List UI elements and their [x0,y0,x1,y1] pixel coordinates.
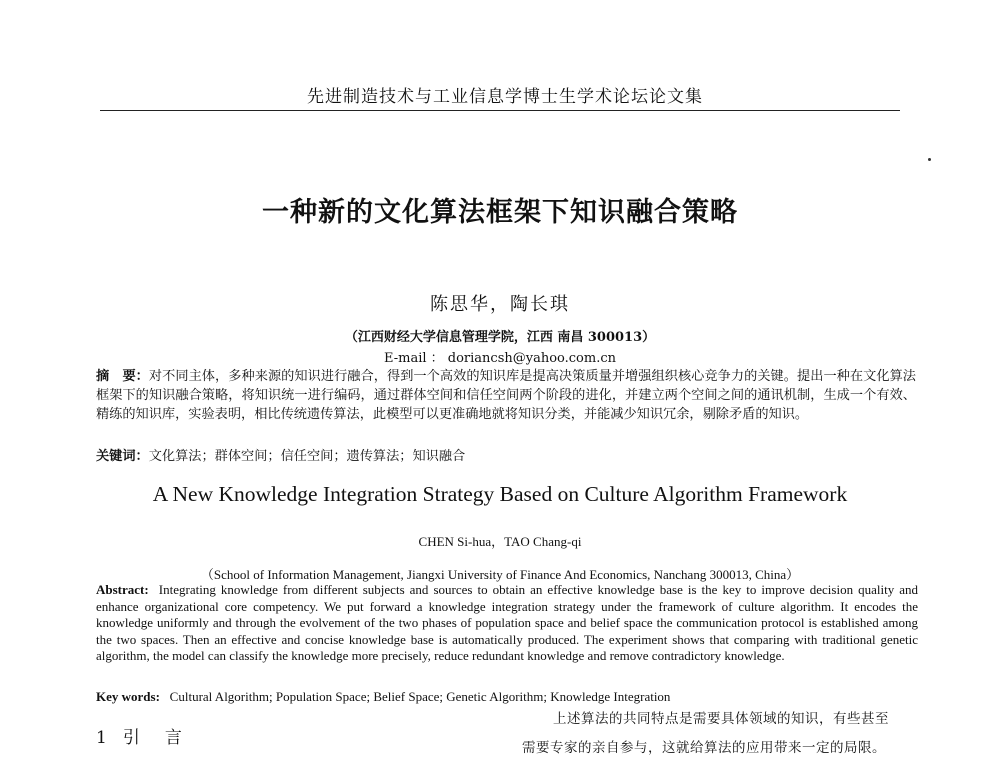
abstract-cn-label: 摘 要： [96,369,149,384]
scan-speck [928,158,931,161]
body-text-line: 上述算法的共同特点是需要具体领域的知识，有些甚至 [553,711,889,727]
section-title: 引 言 [122,728,186,748]
body-text-line: 需要专家的亲自参与，这就给算法的应用带来一定的局限。 [522,740,886,756]
abstract-cn [96,367,916,424]
keywords-cn [96,445,916,464]
section-number: 1 [96,728,111,748]
keywords-en [96,689,918,705]
authors-cn: 陈思华，陶长琪 [430,294,570,315]
section-heading-intro [96,723,186,748]
abstract-en [96,582,918,665]
affiliation-en: （School of Information Management, Jiangxi University of Finance And Economics, Nanchang 300013, China） [200,567,800,582]
affiliation-cn: （江西财经大学信息管理学院，江西 南昌 300013） [344,330,656,345]
abstract-en-label: Abstract: [96,582,149,597]
keywords-cn-label: 关键词： [96,449,149,464]
keywords-cn-text: 文化算法；群体空间；信任空间；遗传算法；知识融合 [148,449,466,464]
author-email: E-mail ： doriancsh@yahoo.com.cn [384,351,616,366]
paper-title-en: A New Knowledge Integration Strategy Based on Culture Algorithm Framework [152,482,848,506]
keywords-en-label: Key words: [96,689,160,704]
running-header: 先进制造技术与工业信息学博士生学术论坛论文集 [307,87,703,107]
keywords-en-text: Cultural Algorithm; Population Space; Belief Space; Genetic Algorithm; Knowledge Integration [169,689,671,704]
header-rule [100,110,900,111]
authors-en: CHEN Si-hua，TAO Chang-qi [418,534,582,549]
abstract-cn-text: 对不同主体，多种来源的知识进行融合，得到一个高效的知识库是提高决策质量并增强组织核心竞争力的关键。提出一种在文化算法框架下的知识融合策略，将知识统一进行编码，通过群体空间和信任空间两个阶段的进化，并建立两个空间之间的通讯机制，生成一个有效、精练的知识库，实验表明，相比传统遗传算法，此模型可以更准确地就将知识分类，并能减少知识冗余，剔除矛盾的知识。 [96,369,916,422]
paper-title: 一种新的文化算法框架下知识融合策略 [262,197,738,228]
abstract-en-text: Integrating knowledge from different subjects and sources to obtain an effective knowledge base is the key to improve decision quality and enhance organizational core competency. We put forward a knowledge integration strategy under the framework of culture algorithm. It encodes the knowledge uniformly and through the evolvement of the two phases of population space and belief space the communication protocol is established among the two spaces. Then an effective and concise knowledge base is automatically produced. The experiment shows that comparing with traditional genetic algorithm, the model can classify the knowledge more precisely, reduce redundant knowledge and remove contradictory knowledge. [96,582,919,663]
